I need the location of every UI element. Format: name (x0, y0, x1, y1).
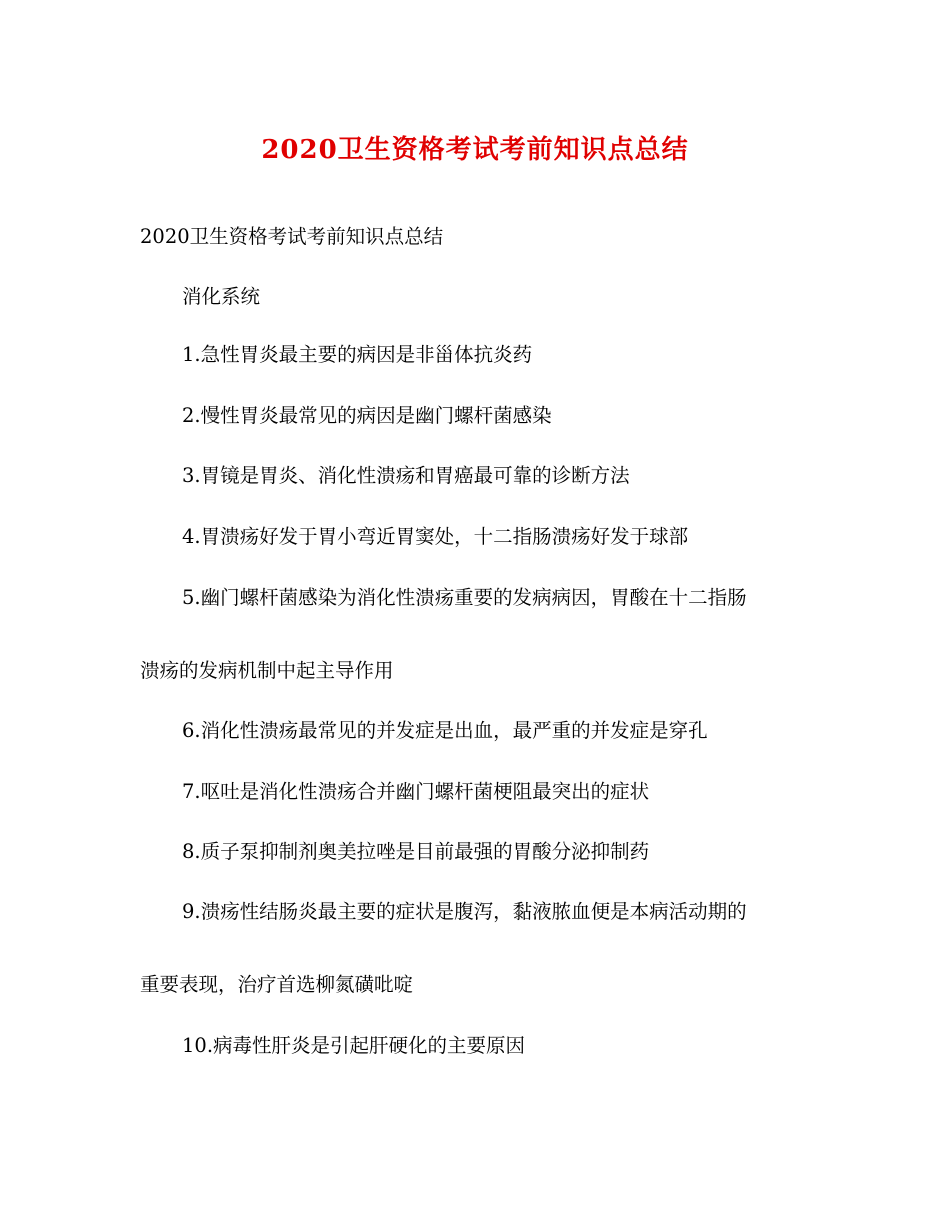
paragraph-line: 1.急性胃炎最主要的病因是非甾体抗炎药 (182, 343, 533, 366)
document-title: 2020卫生资格考试考前知识点总结 (261, 135, 689, 165)
paragraph-line: 3.胃镜是胃炎、消化性溃疡和胃癌最可靠的诊断方法 (182, 464, 630, 487)
paragraph-line: 重要表现，治疗首选柳氮磺吡啶 (140, 973, 414, 996)
paragraph-line: 4.胃溃疡好发于胃小弯近胃窦处，十二指肠溃疡好发于球部 (182, 525, 689, 548)
paragraph-line: 2.慢性胃炎最常见的病因是幽门螺杆菌感染 (182, 404, 552, 427)
section-heading: 消化系统 (182, 285, 261, 308)
paragraph-line: 5.幽门螺杆菌感染为消化性溃疡重要的发病病因，胃酸在十二指肠 (182, 586, 747, 609)
document-subtitle: 2020卫生资格考试考前知识点总结 (140, 225, 444, 248)
paragraph-line: 6.消化性溃疡最常见的并发症是出血，最严重的并发症是穿孔 (182, 719, 708, 742)
paragraph-line: 9.溃疡性结肠炎最主要的症状是腹泻，黏液脓血便是本病活动期的 (182, 900, 747, 923)
paragraph-line: 10.病毒性肝炎是引起肝硬化的主要原因 (182, 1034, 526, 1057)
paragraph-line: 7.呕吐是消化性溃疡合并幽门螺杆菌梗阻最突出的症状 (182, 780, 650, 803)
paragraph-line: 溃疡的发病机制中起主导作用 (140, 659, 394, 682)
paragraph-line: 8.质子泵抑制剂奥美拉唑是目前最强的胃酸分泌抑制药 (182, 840, 650, 863)
